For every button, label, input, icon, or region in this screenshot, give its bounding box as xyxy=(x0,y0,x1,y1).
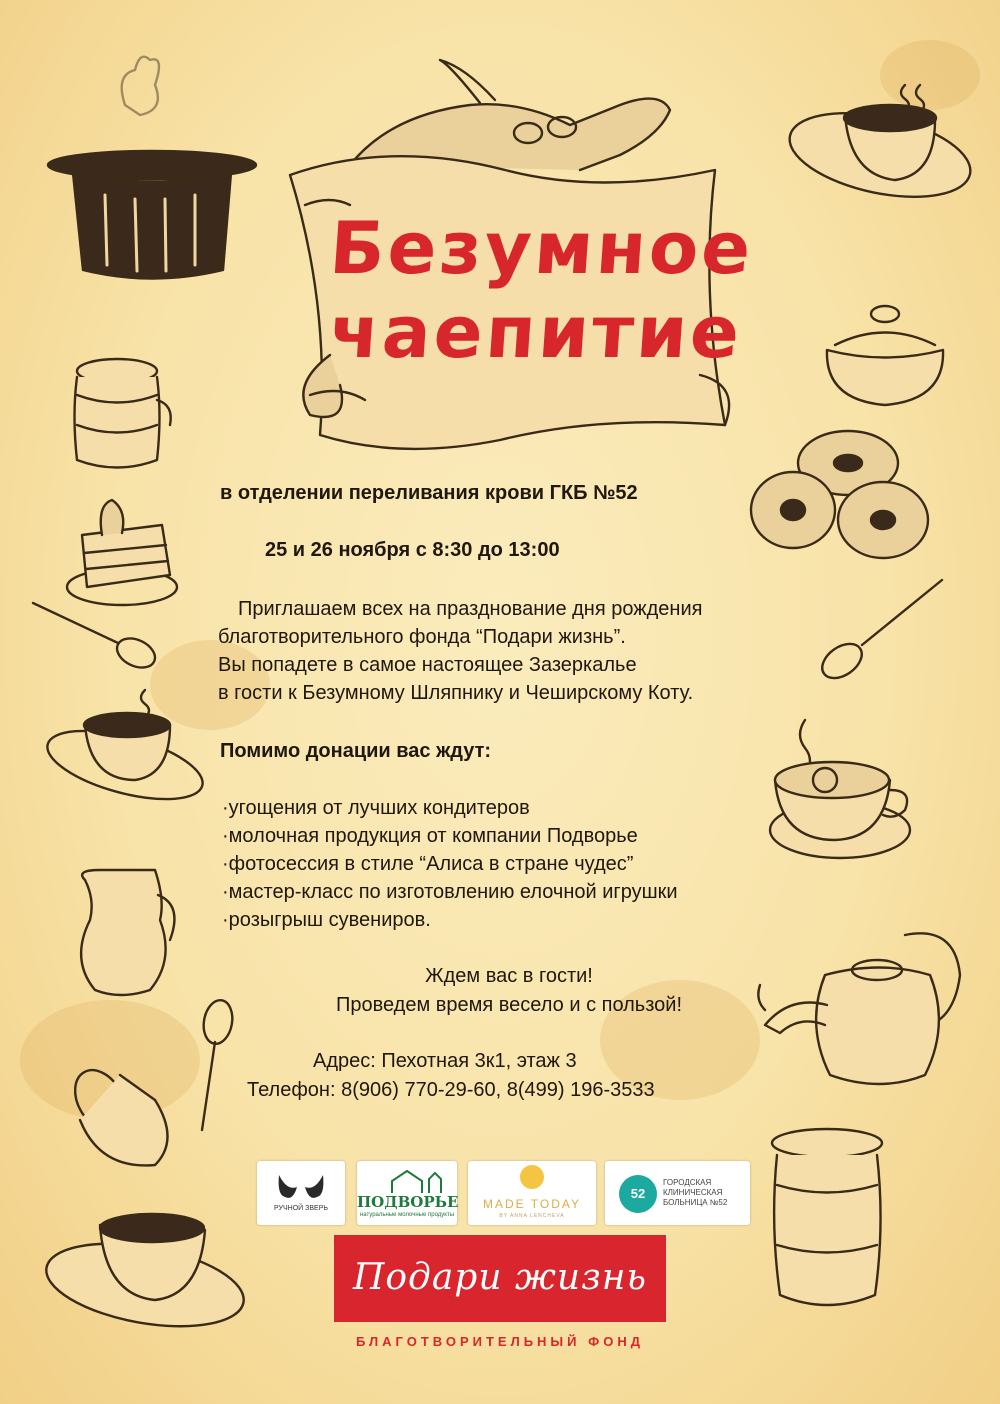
top-hat-icon xyxy=(45,145,260,285)
made-today-name: MADE TODAY xyxy=(482,1197,582,1211)
phone-text: Телефон: 8(906) 770-29-60, 8(499) 196-3533 xyxy=(247,1079,655,1101)
hospital-emblem-icon: 52 xyxy=(619,1175,657,1213)
date-text: 25 и 26 ноября с 8:30 до 13:00 xyxy=(265,539,560,561)
invite-line: Приглашаем всех на празднование дня рождения xyxy=(238,598,703,620)
location-text: в отделении переливания крови ГКБ №52 xyxy=(220,482,638,504)
closing-line-1: Ждем вас в гости! xyxy=(425,965,593,987)
birds-icon xyxy=(257,1161,345,1225)
sponsor-logo-podvorye xyxy=(357,1161,457,1225)
sun-icon xyxy=(520,1165,544,1189)
fund-subtitle: БЛАГОТВОРИТЕЛЬНЫЙ ФОНД xyxy=(356,1334,644,1349)
extras-item: ·мастер-класс по изготовлению елочной игрушки xyxy=(222,881,678,903)
hospital-name: ГОРОДСКАЯ КЛИНИЧЕСКАЯ БОЛЬНИЦА №52 xyxy=(663,1178,728,1207)
extras-item: ·розыгрыш сувениров. xyxy=(222,909,431,931)
donuts-icon xyxy=(748,425,933,565)
jam-jar-icon xyxy=(62,355,177,475)
made-today-tagline: BY ANNA LENCHEVA xyxy=(499,1213,565,1219)
sugar-bowl-icon xyxy=(815,300,955,410)
sponsor-logo-ruchnoy-zver xyxy=(257,1161,345,1225)
title-line-1: Безумное xyxy=(327,206,757,290)
sponsor-logo-hospital-52 xyxy=(605,1161,750,1225)
invite-line: благотворительного фонда “Подари жизнь”. xyxy=(218,626,626,648)
spoon-icon xyxy=(190,1000,240,1135)
podvorye-tagline: натуральные молочные продукты xyxy=(359,1212,455,1218)
ruchnoy-zver-label: РУЧНОЙ ЗВЕРЬ xyxy=(274,1205,328,1212)
invite-line: Вы попадете в самое настоящее Зазеркалье xyxy=(218,654,637,676)
overturned-cup-icon xyxy=(60,1060,180,1180)
spoon-icon xyxy=(812,575,947,685)
closing-line-2: Проведем время весело и с пользой! xyxy=(335,994,683,1016)
spoon-icon xyxy=(28,595,158,675)
fund-name: Подари жизнь xyxy=(352,1257,648,1298)
tea-cup-saucer-icon xyxy=(785,80,980,220)
invite-line: в гости к Безумному Шляпнику и Чеширскому Коту. xyxy=(218,682,694,704)
rabbit-sketch-icon xyxy=(110,45,170,120)
jam-jar-icon xyxy=(765,1125,890,1315)
fund-logo xyxy=(334,1235,666,1322)
extras-item: ·молочная продукция от компании Подворье xyxy=(222,825,638,847)
sponsor-logo-made-today xyxy=(468,1161,596,1225)
tea-cup-lemon-icon xyxy=(765,710,915,880)
extras-heading: Помимо донации вас ждут: xyxy=(220,740,492,762)
title-line-2: чаепитие xyxy=(327,290,745,374)
tea-cup-saucer-icon xyxy=(40,685,205,810)
milk-jug-icon xyxy=(65,860,185,1000)
cake-slice-icon xyxy=(62,495,182,610)
extras-item: ·угощения от лучших кондитеров xyxy=(222,797,530,819)
podvorye-name: ПОДВОРЬЕ xyxy=(357,1193,459,1211)
address-text: Адрес: Пехотная 3к1, этаж 3 xyxy=(313,1050,577,1072)
tea-cup-saucer-icon xyxy=(45,1200,255,1335)
extras-item: ·фотосессия в стиле “Алиса в стране чудес” xyxy=(222,853,634,875)
